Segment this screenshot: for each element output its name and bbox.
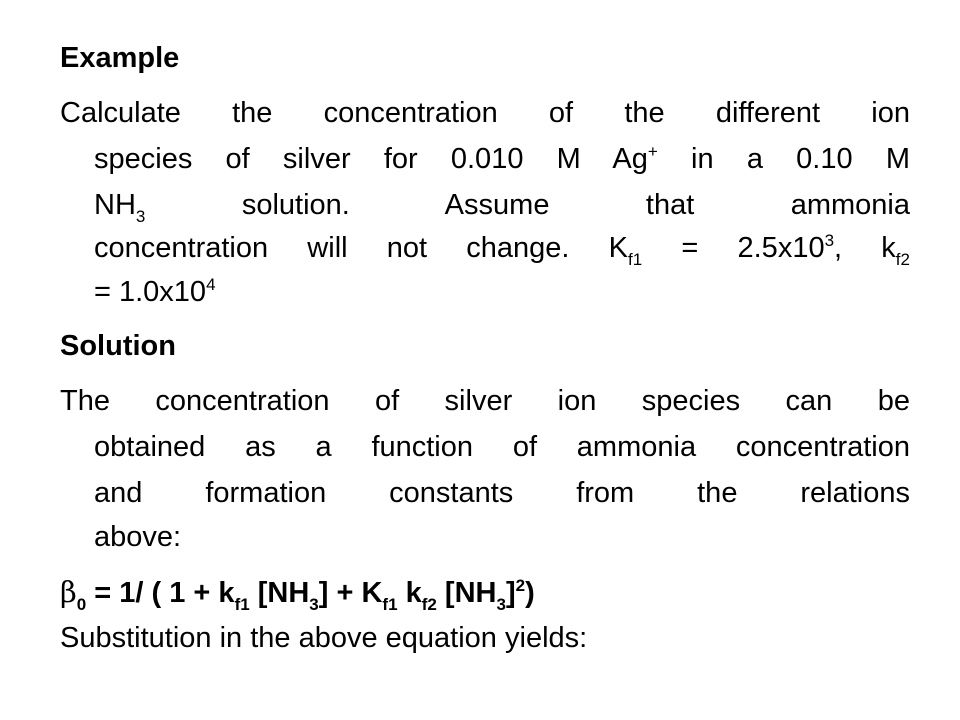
solution-line-3 xyxy=(94,477,910,509)
equation-text: k xyxy=(397,577,422,609)
example-line-2 xyxy=(94,143,910,179)
example-text: = 2.5x10 xyxy=(642,232,825,264)
solution-line-4 xyxy=(94,521,910,553)
subscript: 3 xyxy=(496,595,506,614)
equation-text: ) xyxy=(525,577,535,609)
subscript: 3 xyxy=(309,595,319,614)
example-line-3 xyxy=(94,189,910,225)
example-line-4 xyxy=(94,232,910,268)
slide-content xyxy=(60,0,910,720)
solution-heading: Solution xyxy=(60,330,176,362)
equation-text: [NH xyxy=(436,577,497,609)
example-line-1 xyxy=(60,97,910,129)
superscript: 4 xyxy=(206,275,216,294)
example-text: Calculate the concentration of the different ion xyxy=(60,97,910,129)
superscript: + xyxy=(647,142,658,161)
superscript: 3 xyxy=(824,231,835,250)
subscript: f2 xyxy=(421,595,437,614)
beta-equation xyxy=(60,576,910,613)
superscript: 2 xyxy=(515,576,526,595)
solution-line-1 xyxy=(60,385,910,417)
beta-symbol: β xyxy=(60,575,77,609)
equation-text: ] + K xyxy=(318,577,383,609)
example-text: = 1.0x10 xyxy=(94,276,207,308)
equation-text: ] xyxy=(505,577,516,609)
example-text: species of silver for 0.010 M Ag xyxy=(94,143,648,175)
subscript: f1 xyxy=(382,595,398,614)
subscript: f1 xyxy=(628,250,643,269)
example-text: NH xyxy=(94,189,136,221)
example-text: concentration will not change. K xyxy=(94,232,628,264)
solution-text: above: xyxy=(94,521,182,553)
subscript: f2 xyxy=(895,250,910,269)
solution-text: The concentration of silver ion species can be xyxy=(60,385,910,417)
solution-text: and formation constants from the relations xyxy=(94,477,910,509)
subscript: 3 xyxy=(135,207,146,226)
solution-line-2 xyxy=(94,431,910,463)
example-line-5 xyxy=(94,276,910,312)
example-text: solution. Assume that ammonia xyxy=(145,189,910,221)
solution-text: obtained as a function of ammonia concentration xyxy=(94,431,910,463)
example-text: in a 0.10 M xyxy=(657,143,910,175)
subscript: 0 xyxy=(76,595,87,614)
equation-text: [NH xyxy=(249,577,310,609)
example-heading: Example xyxy=(60,42,180,74)
example-text: , k xyxy=(834,232,896,264)
subscript: f1 xyxy=(234,595,250,614)
equation-text: = 1/ ( 1 + k xyxy=(86,577,235,609)
closing-line: Substitution in the above equation yields: xyxy=(60,622,588,654)
